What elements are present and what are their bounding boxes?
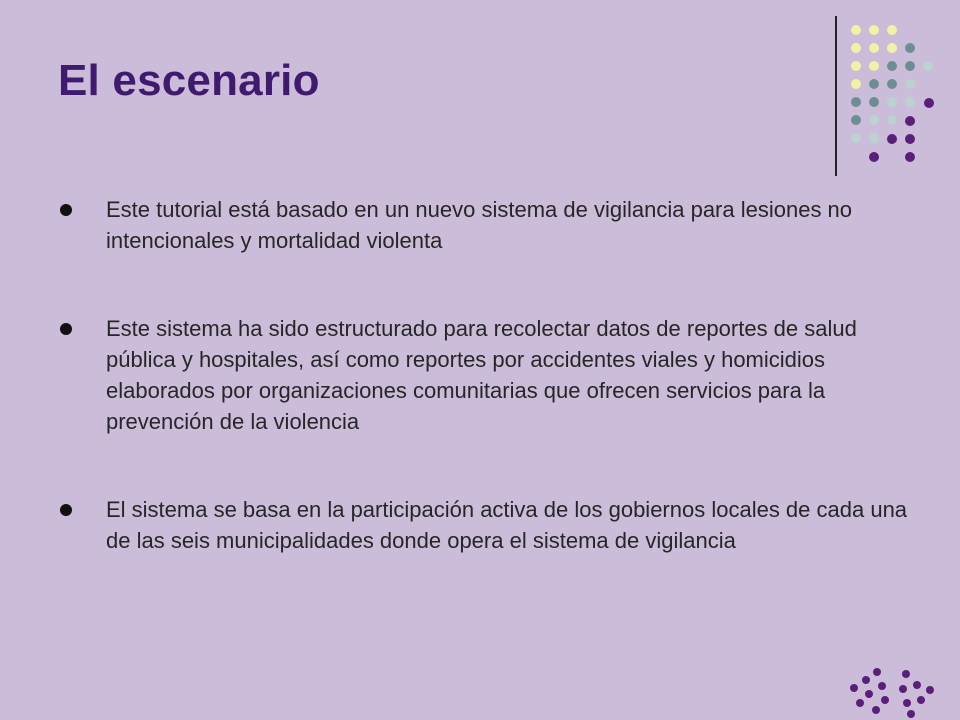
- bullet-list: [60, 194, 910, 556]
- bullet-text: Este tutorial está basado en un nuevo sistema de vigilancia para lesiones no intencionales y mortalidad violenta: [106, 197, 853, 253]
- deco-dot: [862, 676, 870, 684]
- vertical-rule: [835, 16, 837, 176]
- deco-dot: [905, 61, 915, 71]
- deco-dot: [869, 25, 879, 35]
- deco-dot: [887, 97, 897, 107]
- deco-dot: [903, 699, 911, 707]
- deco-dot: [851, 97, 861, 107]
- deco-dot: [905, 134, 915, 144]
- deco-dot: [878, 682, 886, 690]
- deco-dot: [905, 79, 915, 89]
- deco-dot: [869, 43, 879, 53]
- deco-dot: [905, 116, 915, 126]
- deco-dot: [851, 43, 861, 53]
- deco-dot: [923, 61, 933, 71]
- bullet-item: [60, 313, 910, 437]
- deco-dot: [873, 668, 881, 676]
- deco-dot: [851, 61, 861, 71]
- bullet-dot-icon: [60, 204, 72, 216]
- top-right-dot-grid: [851, 25, 934, 162]
- bullet-dot-icon: [60, 504, 72, 516]
- deco-dot: [851, 133, 861, 143]
- deco-dot: [869, 97, 879, 107]
- deco-dot: [881, 696, 889, 704]
- slide-title: El escenario: [58, 56, 320, 105]
- deco-dot: [887, 79, 897, 89]
- deco-dot: [869, 115, 879, 125]
- deco-dot: [856, 699, 864, 707]
- deco-dot: [851, 79, 861, 89]
- deco-dot: [905, 152, 915, 162]
- bullet-text: El sistema se basa en la participación activa de los gobiernos locales de cada una de las seis municipalidades donde opera el sistema de vigilancia: [106, 497, 908, 553]
- deco-dot: [887, 134, 897, 144]
- deco-dot: [869, 61, 879, 71]
- bottom-right-dot-clusters: [850, 668, 934, 718]
- bullet-item: [60, 494, 910, 556]
- deco-dot: [905, 43, 915, 53]
- deco-dot: [902, 670, 910, 678]
- deco-dot: [899, 685, 907, 693]
- deco-dot: [872, 706, 880, 714]
- deco-dot: [887, 43, 897, 53]
- bullet-dot-icon: [60, 323, 72, 335]
- deco-dot: [851, 115, 861, 125]
- deco-dot: [907, 710, 915, 718]
- deco-dot: [905, 97, 915, 107]
- deco-dot: [917, 696, 925, 704]
- deco-dot: [913, 681, 921, 689]
- deco-dot: [924, 98, 934, 108]
- deco-dot: [865, 690, 873, 698]
- deco-dot: [869, 152, 879, 162]
- deco-dot: [887, 115, 897, 125]
- deco-dot: [869, 79, 879, 89]
- bullet-text: Este sistema ha sido estructurado para recolectar datos de reportes de salud pública y hospitales, así como reportes por accidentes viales y homicidios elaborados por organizaciones comunitarias que ofrecen servicios para la prevención de la violencia: [106, 316, 857, 434]
- bullet-item: [60, 194, 910, 256]
- deco-dot: [850, 684, 858, 692]
- deco-dot: [851, 25, 861, 35]
- deco-dot: [869, 133, 879, 143]
- deco-dot: [926, 686, 934, 694]
- deco-dot: [887, 61, 897, 71]
- deco-dot: [887, 25, 897, 35]
